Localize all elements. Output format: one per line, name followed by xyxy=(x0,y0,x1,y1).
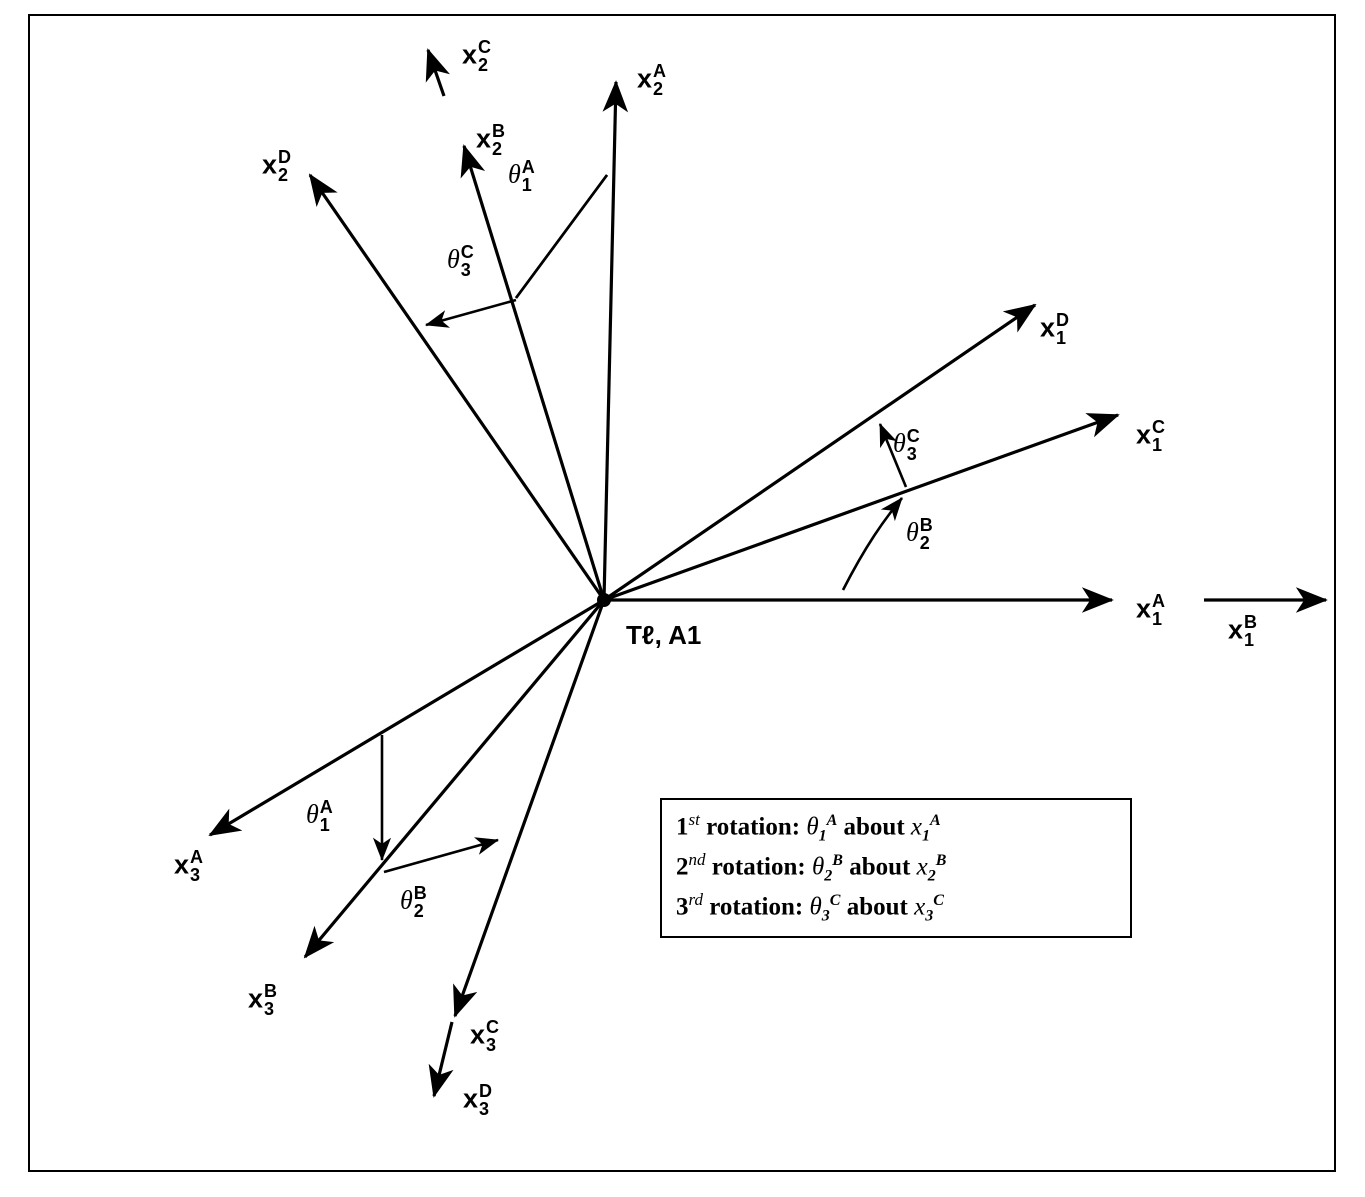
vector-x3C xyxy=(455,600,604,1016)
legend-row-1: 1st rotation: $\theta_1^A$ about $x_1^A$ xyxy=(676,810,941,845)
vector-x3D xyxy=(434,1022,452,1096)
axis-label-x2A: x A 2 xyxy=(637,61,667,100)
legend-row-3: 3rd rotation: $\theta_3^C$ about $x_3^C$ xyxy=(676,890,944,925)
axis-label-x3A: x A 3 xyxy=(174,847,204,886)
axis-label-x2B: x B 2 xyxy=(476,121,506,160)
origin-label: Tℓ, A1 xyxy=(626,620,702,650)
angle-label-theta2B-lower: θ B 2 xyxy=(400,883,427,922)
vector-x2A xyxy=(604,82,616,600)
vector-x2C xyxy=(428,50,444,96)
vector-x1C xyxy=(604,415,1118,600)
axis-label-x3C: x C 3 xyxy=(470,1017,500,1056)
axis-vectors xyxy=(210,50,1326,1096)
axis-label-x1C: x C 1 xyxy=(1136,417,1166,456)
axis-label-x1A: x A 1 xyxy=(1136,591,1166,630)
legend-row-2: 2nd rotation: $\theta_2^B$ about $x_2^B$ xyxy=(676,850,947,885)
origin-dot xyxy=(597,593,611,607)
axis-label-x2D: x D 2 xyxy=(262,147,292,186)
angle-label-theta2B-right: θ B 2 xyxy=(906,515,933,554)
angle-arrow-theta2B-lower xyxy=(384,840,498,872)
vector-x1D xyxy=(604,305,1035,600)
angle-label-theta3C-top: θ C 3 xyxy=(447,242,474,281)
angle-label-theta3C-right: θ C 3 xyxy=(893,426,920,465)
axis-label-x3B: x B 3 xyxy=(248,981,278,1020)
angle-label-theta1A-lower: θ A 1 xyxy=(306,797,333,836)
rotation-legend xyxy=(660,798,1132,938)
vector-x3A xyxy=(210,600,604,835)
axis-label-x1B: x B 1 xyxy=(1228,612,1258,651)
angle-arrow-theta3C-top xyxy=(426,300,516,325)
angle-label-theta1A-top: θ A 1 xyxy=(508,157,535,196)
axis-label-x2C: x C 2 xyxy=(462,37,492,76)
vector-x3B xyxy=(305,600,604,957)
axis-label-x1D: x D 1 xyxy=(1040,310,1070,349)
vector-x2B xyxy=(464,146,604,600)
axis-label-x3D: x D 3 xyxy=(463,1081,493,1120)
